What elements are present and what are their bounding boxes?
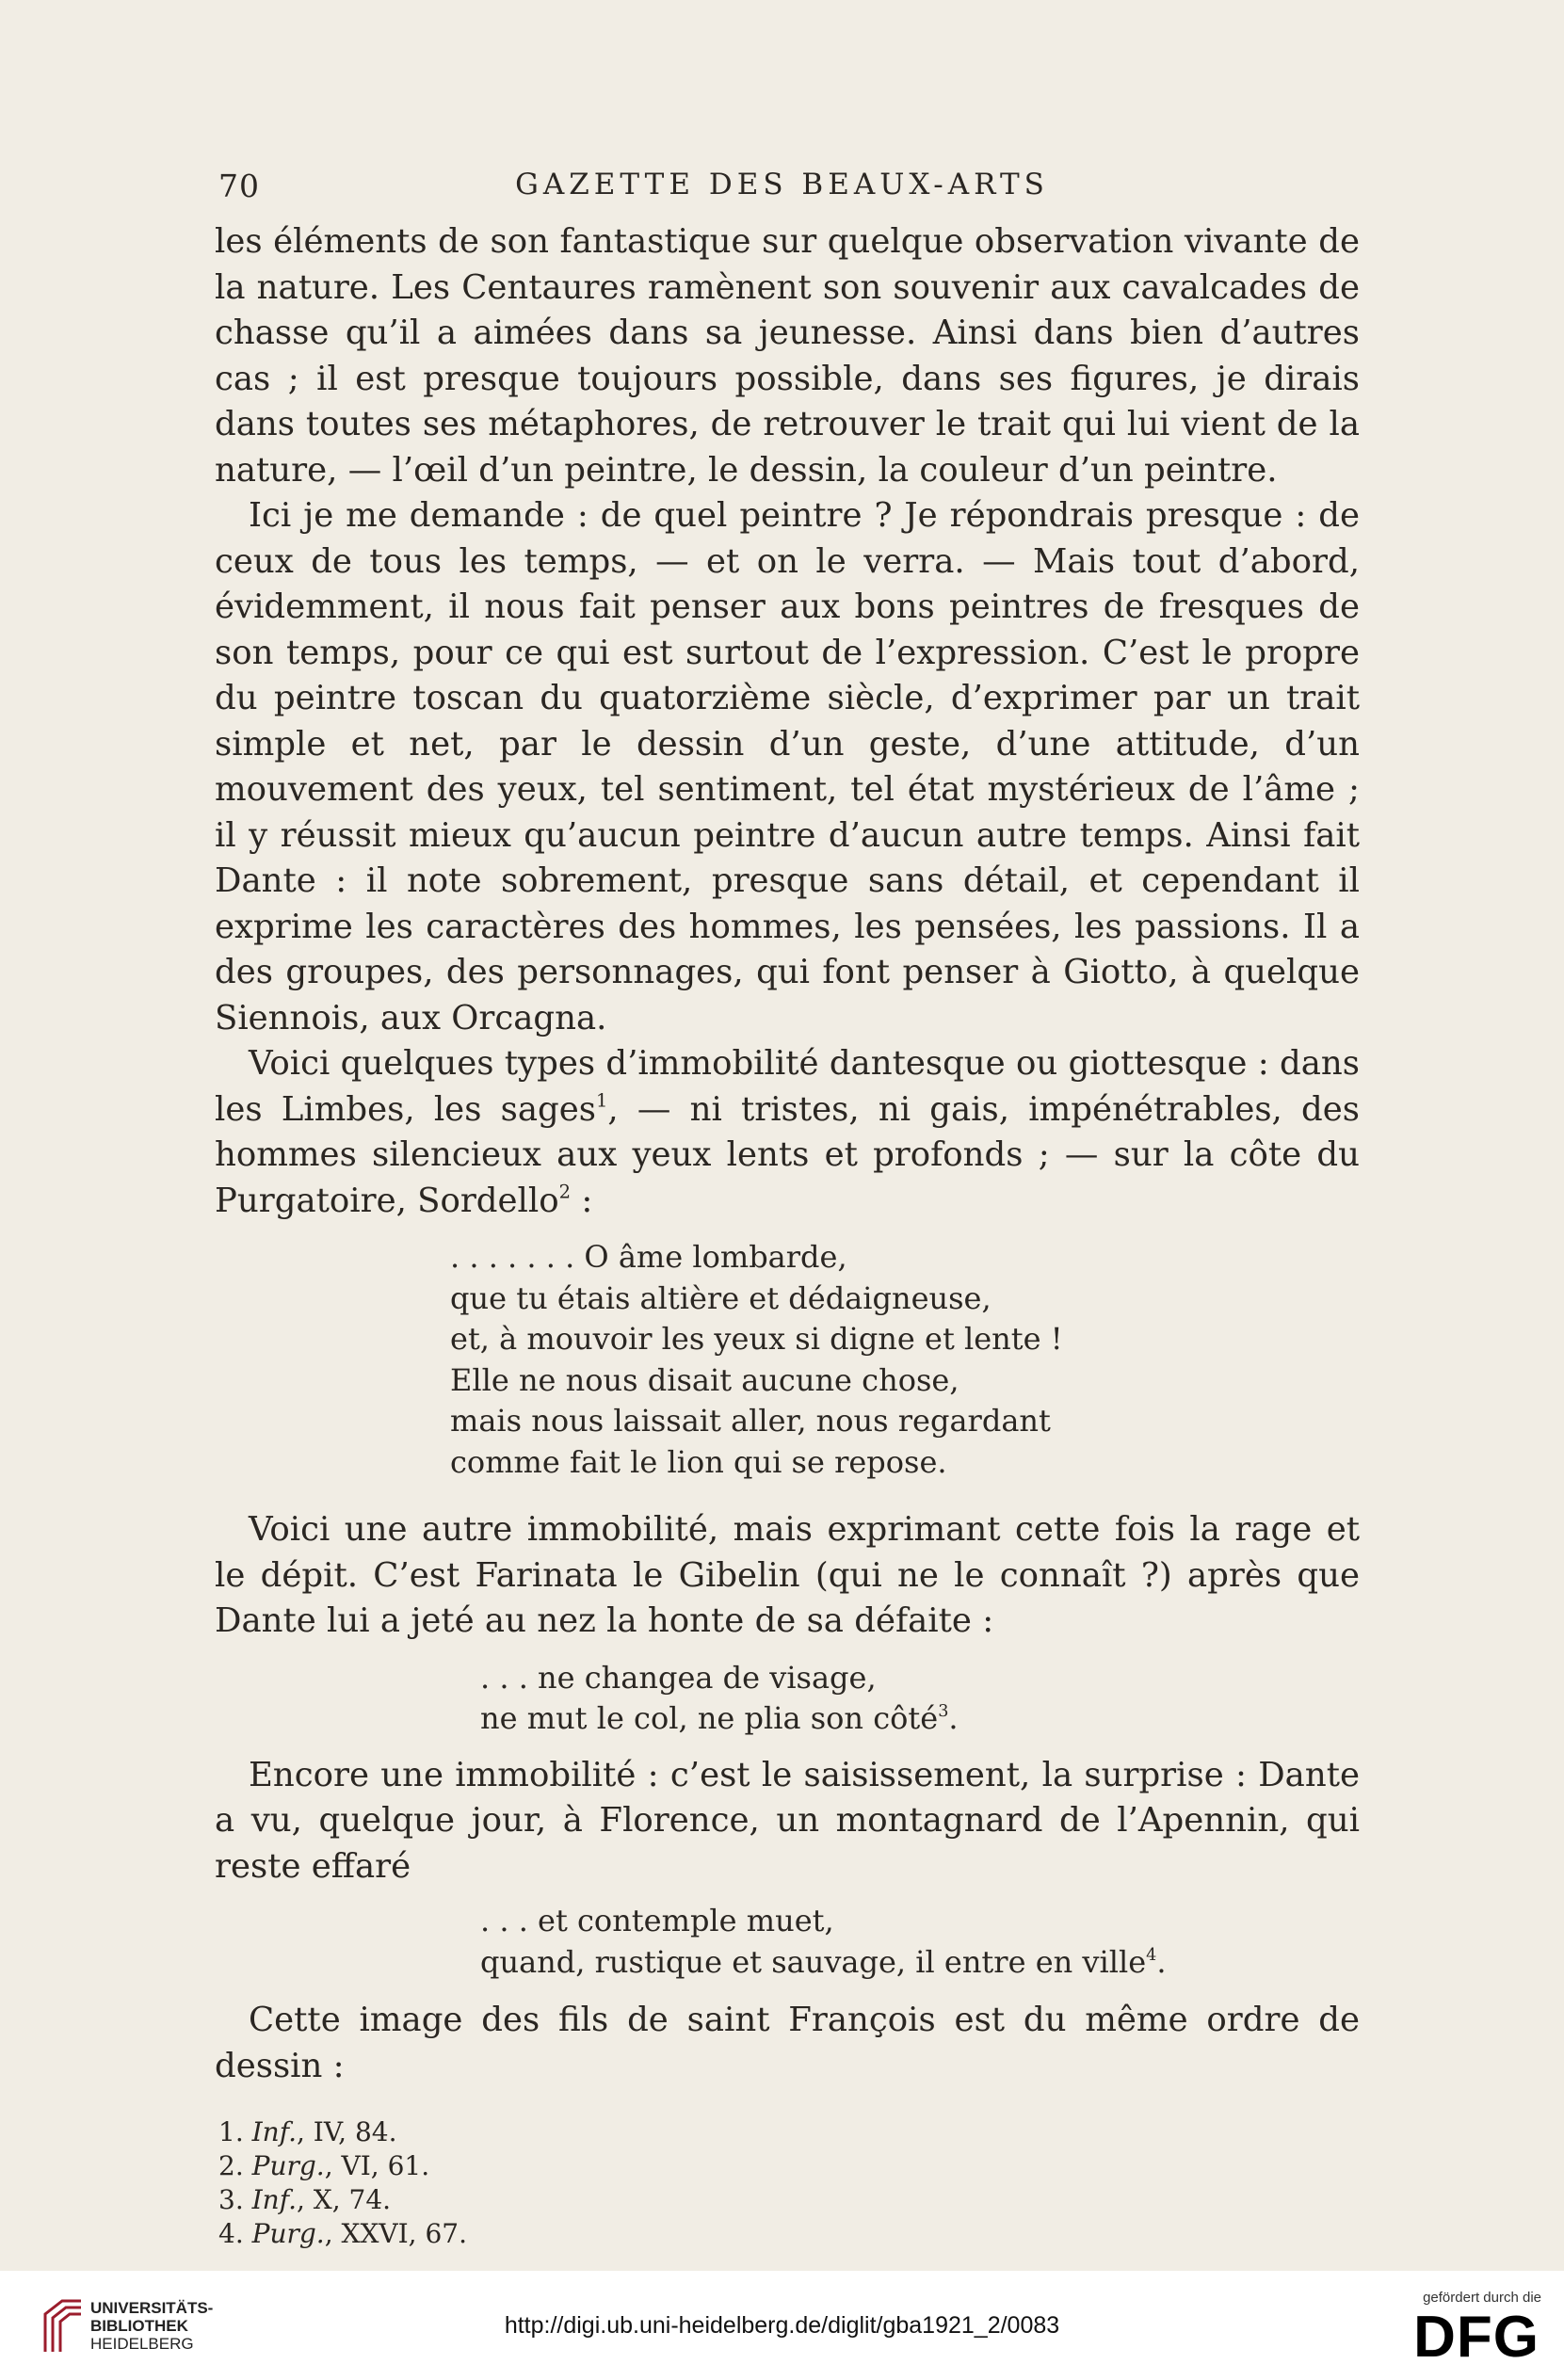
footnote-item: 2. Purg., VI, 61.	[218, 2150, 430, 2181]
verse-line: que tu étais altière et dédaigneuse,	[450, 1279, 992, 1316]
verse-quote-sordello	[450, 1237, 1360, 1483]
footnote-item: 1. Inf., IV, 84.	[218, 2116, 397, 2147]
paragraph-6: Cette image des fils de saint François est du même ordre de dessin :	[215, 2001, 1360, 2085]
verse-quote-farinata	[480, 1658, 1360, 1740]
library-name[interactable]: UNIVERSITÄTS- BIBLIOTHEK HEIDELBERG	[90, 2299, 214, 2353]
verse-quote-montagnard	[480, 1901, 1360, 1983]
page-header	[0, 168, 1564, 215]
footnotes	[218, 2115, 1360, 2251]
page-number: 70	[218, 168, 260, 204]
footnote-ref-1[interactable]: 1	[595, 1088, 608, 1111]
paragraph-3: Voici quelques types d’immobilité dantesque ou giottesque : dans les Limbes, les sages$^1$, — ni tristes, ni gais, impénétrables, des hommes silencieux aux yeux lents et profonds ; — sur la côte du Purgatoire, Sordello$^2$ :	[215, 1044, 1360, 1220]
permalink-url[interactable]: http://digi.ub.uni-heidelberg.de/diglit/gba1921_2/0083	[504, 2312, 1060, 2339]
paragraph-5: Encore une immobilité : c’est le saisissement, la surprise : Dante a vu, quelque jour, à Florence, un montagnard de l’Apennin, qui reste effaré	[215, 1755, 1360, 1886]
verse-line: ne mut le col, ne plia son côté$^3$.	[480, 1700, 959, 1736]
paragraph-4: Voici une autre immobilité, mais exprimant cette fois la rage et le dépit. C’est Farinata le Gibelin (qui ne le connaît ?) après que Dante lui a jeté au nez la honte de sa défaite :	[215, 1510, 1360, 1640]
article-body	[215, 219, 1360, 2251]
verse-line: comme fait le lion qui se repose.	[450, 1443, 947, 1480]
paragraph-1: les éléments de son fantastique sur quelque observation vivante de la nature. Les Centaures ramènent son souvenir aux cavalcades de chasse qu’il a aimées dans sa jeunesse. Ainsi dans bien d’autres cas ; il est presque toujours possible, dans ses figures, je dirais dans toutes ses métaphores, de retrouver le trait qui lui vient de la nature, — l’œil d’un peintre, le dessin, la couleur d’un peintre.	[215, 222, 1360, 490]
footnote-item: 4. Purg., XXVI, 67.	[218, 2218, 467, 2249]
verse-line: mais nous laissait aller, nous regardant	[450, 1403, 1051, 1439]
footnote-ref-2[interactable]: 2	[558, 1180, 572, 1202]
footnote-ref-4[interactable]: 4	[1146, 1945, 1157, 1965]
dfg-logo[interactable]: DFG	[1413, 2305, 1540, 2370]
verse-line: et, à mouvoir les yeux si digne et lente !	[450, 1321, 1063, 1357]
verse-line: . . . et contemple muet,	[480, 1903, 834, 1938]
running-title: GAZETTE DES BEAUX-ARTS	[515, 168, 1049, 201]
digitization-footer	[0, 2271, 1564, 2380]
footnote-item: 3. Inf., X, 74.	[218, 2184, 392, 2215]
verse-line: . . . ne changea de visage,	[480, 1659, 877, 1696]
verse-line: quand, rustique et sauvage, il entre en ville$^4$.	[480, 1943, 1167, 1980]
paragraph-2: Ici je me demande : de quel peintre ? Je répondrais presque : de ceux de tous les temps, — et on le verra. — Mais tout d’abord, évidemment, il nous fait penser aux bons peintres de fresques de son temps, pour ce qui est surtout de l’expression. C’est le propre du peintre toscan du quatorzième siècle, d’exprimer par un trait simple et net, par le dessin d’un geste, d’une attitude, d’un mouvement des yeux, tel sentiment, tel état mystérieux de l’âme ; il y réussit mieux qu’aucun peintre d’aucun autre temps. Ainsi fait Dante : il note sobrement, presque sans détail, et cependant il exprime les caractères des hommes, les pensées, les passions. Il a des groupes, des personnages, qui font penser à Giotto, à quelque Siennois, aux Orcagna.	[215, 496, 1360, 1037]
funding-caption: gefördert durch die	[1423, 2290, 1541, 2306]
verse-line: . . . . . . . O âme lombarde,	[450, 1239, 847, 1275]
footnote-ref-3[interactable]: 3	[938, 1701, 949, 1721]
verse-line: Elle ne nous disait aucune chose,	[450, 1361, 959, 1398]
